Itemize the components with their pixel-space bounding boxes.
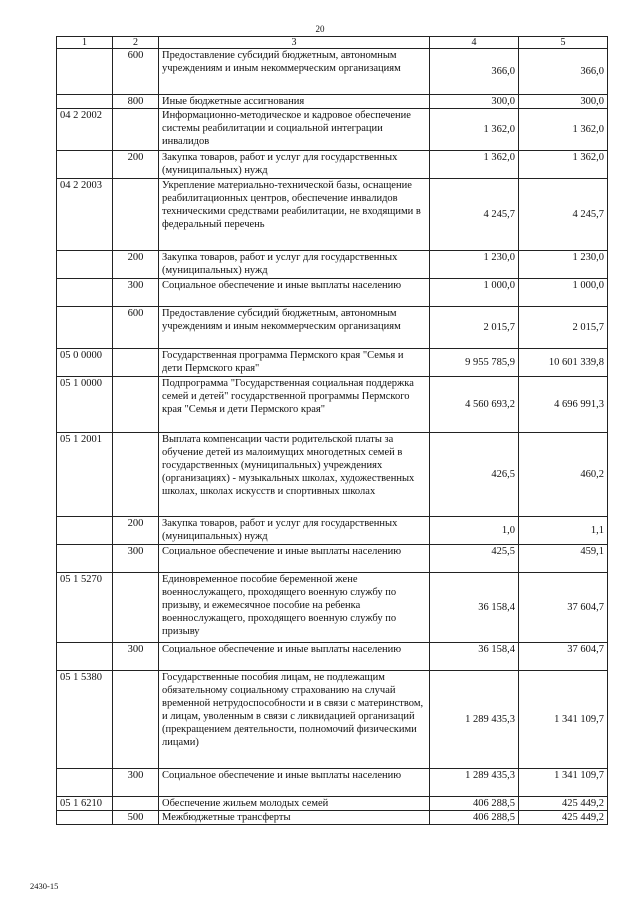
row-expense-type: 300 xyxy=(113,643,159,671)
table-row xyxy=(57,49,608,95)
row-value-2: 366,0 xyxy=(519,49,608,95)
row-expense-type: 600 xyxy=(113,49,159,95)
row-value-2: 10 601 339,8 xyxy=(519,349,608,377)
row-name: Социальное обеспечение и иные выплаты населению xyxy=(159,279,430,307)
table-row xyxy=(57,377,608,433)
row-value-1: 1 362,0 xyxy=(430,151,519,179)
row-code xyxy=(57,769,113,797)
row-value-2: 459,1 xyxy=(519,545,608,573)
table-row xyxy=(57,811,608,825)
row-value-2: 1 000,0 xyxy=(519,279,608,307)
row-code xyxy=(57,643,113,671)
table-row xyxy=(57,643,608,671)
row-code: 05 1 2001 xyxy=(57,433,113,517)
row-value-2: 425 449,2 xyxy=(519,797,608,811)
row-value-2: 1 230,0 xyxy=(519,251,608,279)
row-value-1: 1 289 435,3 xyxy=(430,769,519,797)
row-name: Социальное обеспечение и иные выплаты населению xyxy=(159,545,430,573)
row-value-1: 2 015,7 xyxy=(430,307,519,349)
row-name: Предоставление субсидий бюджетным, автономным учреждениям и иным некоммерческим организациям xyxy=(159,49,430,95)
row-code xyxy=(57,307,113,349)
row-value-2: 1 362,0 xyxy=(519,151,608,179)
row-code xyxy=(57,811,113,825)
row-expense-type xyxy=(113,349,159,377)
row-value-1: 4 560 693,2 xyxy=(430,377,519,433)
table-row xyxy=(57,109,608,151)
row-name: Предоставление субсидий бюджетным, автономным учреждениям и иным некоммерческим организациям xyxy=(159,307,430,349)
row-expense-type xyxy=(113,377,159,433)
row-name: Закупка товаров, работ и услуг для государственных (муниципальных) нужд xyxy=(159,151,430,179)
table-row xyxy=(57,769,608,797)
page-number: 20 xyxy=(315,24,325,34)
row-name: Государственные пособия лицам, не подлежащим обязательному социальному страхованию на случай временной нетрудоспособности и в связи с материнством, и лицам, уволенным в связи с ликвидацией организаций (прекращением деятельности, полномочий физическими лицами) xyxy=(159,671,430,769)
row-expense-type: 300 xyxy=(113,279,159,307)
row-value-2: 1 362,0 xyxy=(519,109,608,151)
row-name: Укрепление материально-технической базы, оснащение реабилитационных центров, обеспечение инвалидов техническими средствами реабилитации, не входящими в федеральный перечень xyxy=(159,179,430,251)
table-row xyxy=(57,797,608,811)
row-code xyxy=(57,545,113,573)
table-row xyxy=(57,251,608,279)
table-row xyxy=(57,517,608,545)
row-expense-type xyxy=(113,433,159,517)
row-value-1: 1 362,0 xyxy=(430,109,519,151)
row-value-2: 300,0 xyxy=(519,95,608,109)
table-row xyxy=(57,179,608,251)
budget-table xyxy=(56,36,608,825)
row-expense-type: 500 xyxy=(113,811,159,825)
row-value-1: 9 955 785,9 xyxy=(430,349,519,377)
row-expense-type: 600 xyxy=(113,307,159,349)
row-code xyxy=(57,49,113,95)
row-name: Подпрограмма "Государственная социальная поддержка семей и детей" государственной программы Пермского края "Семья и дети Пермского края" xyxy=(159,377,430,433)
table-row xyxy=(57,95,608,109)
row-value-1: 36 158,4 xyxy=(430,643,519,671)
row-value-1: 1,0 xyxy=(430,517,519,545)
row-value-2: 2 015,7 xyxy=(519,307,608,349)
table-row xyxy=(57,307,608,349)
row-value-1: 36 158,4 xyxy=(430,573,519,643)
row-code xyxy=(57,279,113,307)
row-expense-type: 800 xyxy=(113,95,159,109)
row-name: Обеспечение жильем молодых семей xyxy=(159,797,430,811)
table-row xyxy=(57,349,608,377)
row-expense-type xyxy=(113,797,159,811)
row-name: Социальное обеспечение и иные выплаты населению xyxy=(159,769,430,797)
row-value-1: 1 289 435,3 xyxy=(430,671,519,769)
row-code: 04 2 2002 xyxy=(57,109,113,151)
row-code: 05 0 0000 xyxy=(57,349,113,377)
row-code xyxy=(57,95,113,109)
row-value-1: 300,0 xyxy=(430,95,519,109)
row-name: Межбюджетные трансферты xyxy=(159,811,430,825)
row-value-2: 1 341 109,7 xyxy=(519,769,608,797)
row-expense-type: 300 xyxy=(113,769,159,797)
row-value-1: 426,5 xyxy=(430,433,519,517)
row-name: Закупка товаров, работ и услуг для государственных (муниципальных) нужд xyxy=(159,251,430,279)
row-code: 05 1 5380 xyxy=(57,671,113,769)
row-value-2: 4 245,7 xyxy=(519,179,608,251)
table-row xyxy=(57,545,608,573)
row-name: Выплата компенсации части родительской платы за обучение детей из малоимущих многодетных семей в государственных (муниципальных) учреждениях (организациях) - музыкальных школах, художественных школах, школах искусств и спортивных школах xyxy=(159,433,430,517)
row-value-2: 37 604,7 xyxy=(519,573,608,643)
row-name: Социальное обеспечение и иные выплаты населению xyxy=(159,643,430,671)
row-value-2: 1 341 109,7 xyxy=(519,671,608,769)
row-code: 04 2 2003 xyxy=(57,179,113,251)
row-name: Закупка товаров, работ и услуг для государственных (муниципальных) нужд xyxy=(159,517,430,545)
row-value-2: 37 604,7 xyxy=(519,643,608,671)
row-code xyxy=(57,517,113,545)
row-value-2: 425 449,2 xyxy=(519,811,608,825)
column-header: 2 xyxy=(113,37,159,49)
row-value-1: 4 245,7 xyxy=(430,179,519,251)
row-value-1: 366,0 xyxy=(430,49,519,95)
table-row xyxy=(57,151,608,179)
column-header: 5 xyxy=(519,37,608,49)
table-row xyxy=(57,279,608,307)
row-value-1: 425,5 xyxy=(430,545,519,573)
row-code: 05 1 5270 xyxy=(57,573,113,643)
column-header: 3 xyxy=(159,37,430,49)
row-name: Государственная программа Пермского края "Семья и дети Пермского края" xyxy=(159,349,430,377)
row-expense-type: 200 xyxy=(113,251,159,279)
row-name: Информационно-методическое и кадровое обеспечение системы реабилитации и социальной интеграции инвалидов xyxy=(159,109,430,151)
row-code xyxy=(57,251,113,279)
row-value-2: 460,2 xyxy=(519,433,608,517)
row-code: 05 1 0000 xyxy=(57,377,113,433)
row-value-1: 406 288,5 xyxy=(430,811,519,825)
table-row xyxy=(57,433,608,517)
row-code: 05 1 6210 xyxy=(57,797,113,811)
row-expense-type xyxy=(113,573,159,643)
row-value-1: 1 230,0 xyxy=(430,251,519,279)
table-row xyxy=(57,573,608,643)
row-expense-type xyxy=(113,109,159,151)
row-value-1: 1 000,0 xyxy=(430,279,519,307)
row-expense-type: 200 xyxy=(113,517,159,545)
column-header: 1 xyxy=(57,37,113,49)
table-header-row xyxy=(57,37,608,49)
column-header: 4 xyxy=(430,37,519,49)
row-value-2: 4 696 991,3 xyxy=(519,377,608,433)
row-value-2: 1,1 xyxy=(519,517,608,545)
row-code xyxy=(57,151,113,179)
row-expense-type xyxy=(113,671,159,769)
row-expense-type: 200 xyxy=(113,151,159,179)
document-code: 2430-15 xyxy=(30,881,59,891)
row-name: Единовременное пособие беременной жене военнослужащего, проходящего военную службу по призыву, и ежемесячное пособие на ребенка военнослужащего, проходящего военную службу по призыву xyxy=(159,573,430,643)
row-expense-type xyxy=(113,179,159,251)
table-row xyxy=(57,671,608,769)
row-expense-type: 300 xyxy=(113,545,159,573)
row-name: Иные бюджетные ассигнования xyxy=(159,95,430,109)
row-value-1: 406 288,5 xyxy=(430,797,519,811)
